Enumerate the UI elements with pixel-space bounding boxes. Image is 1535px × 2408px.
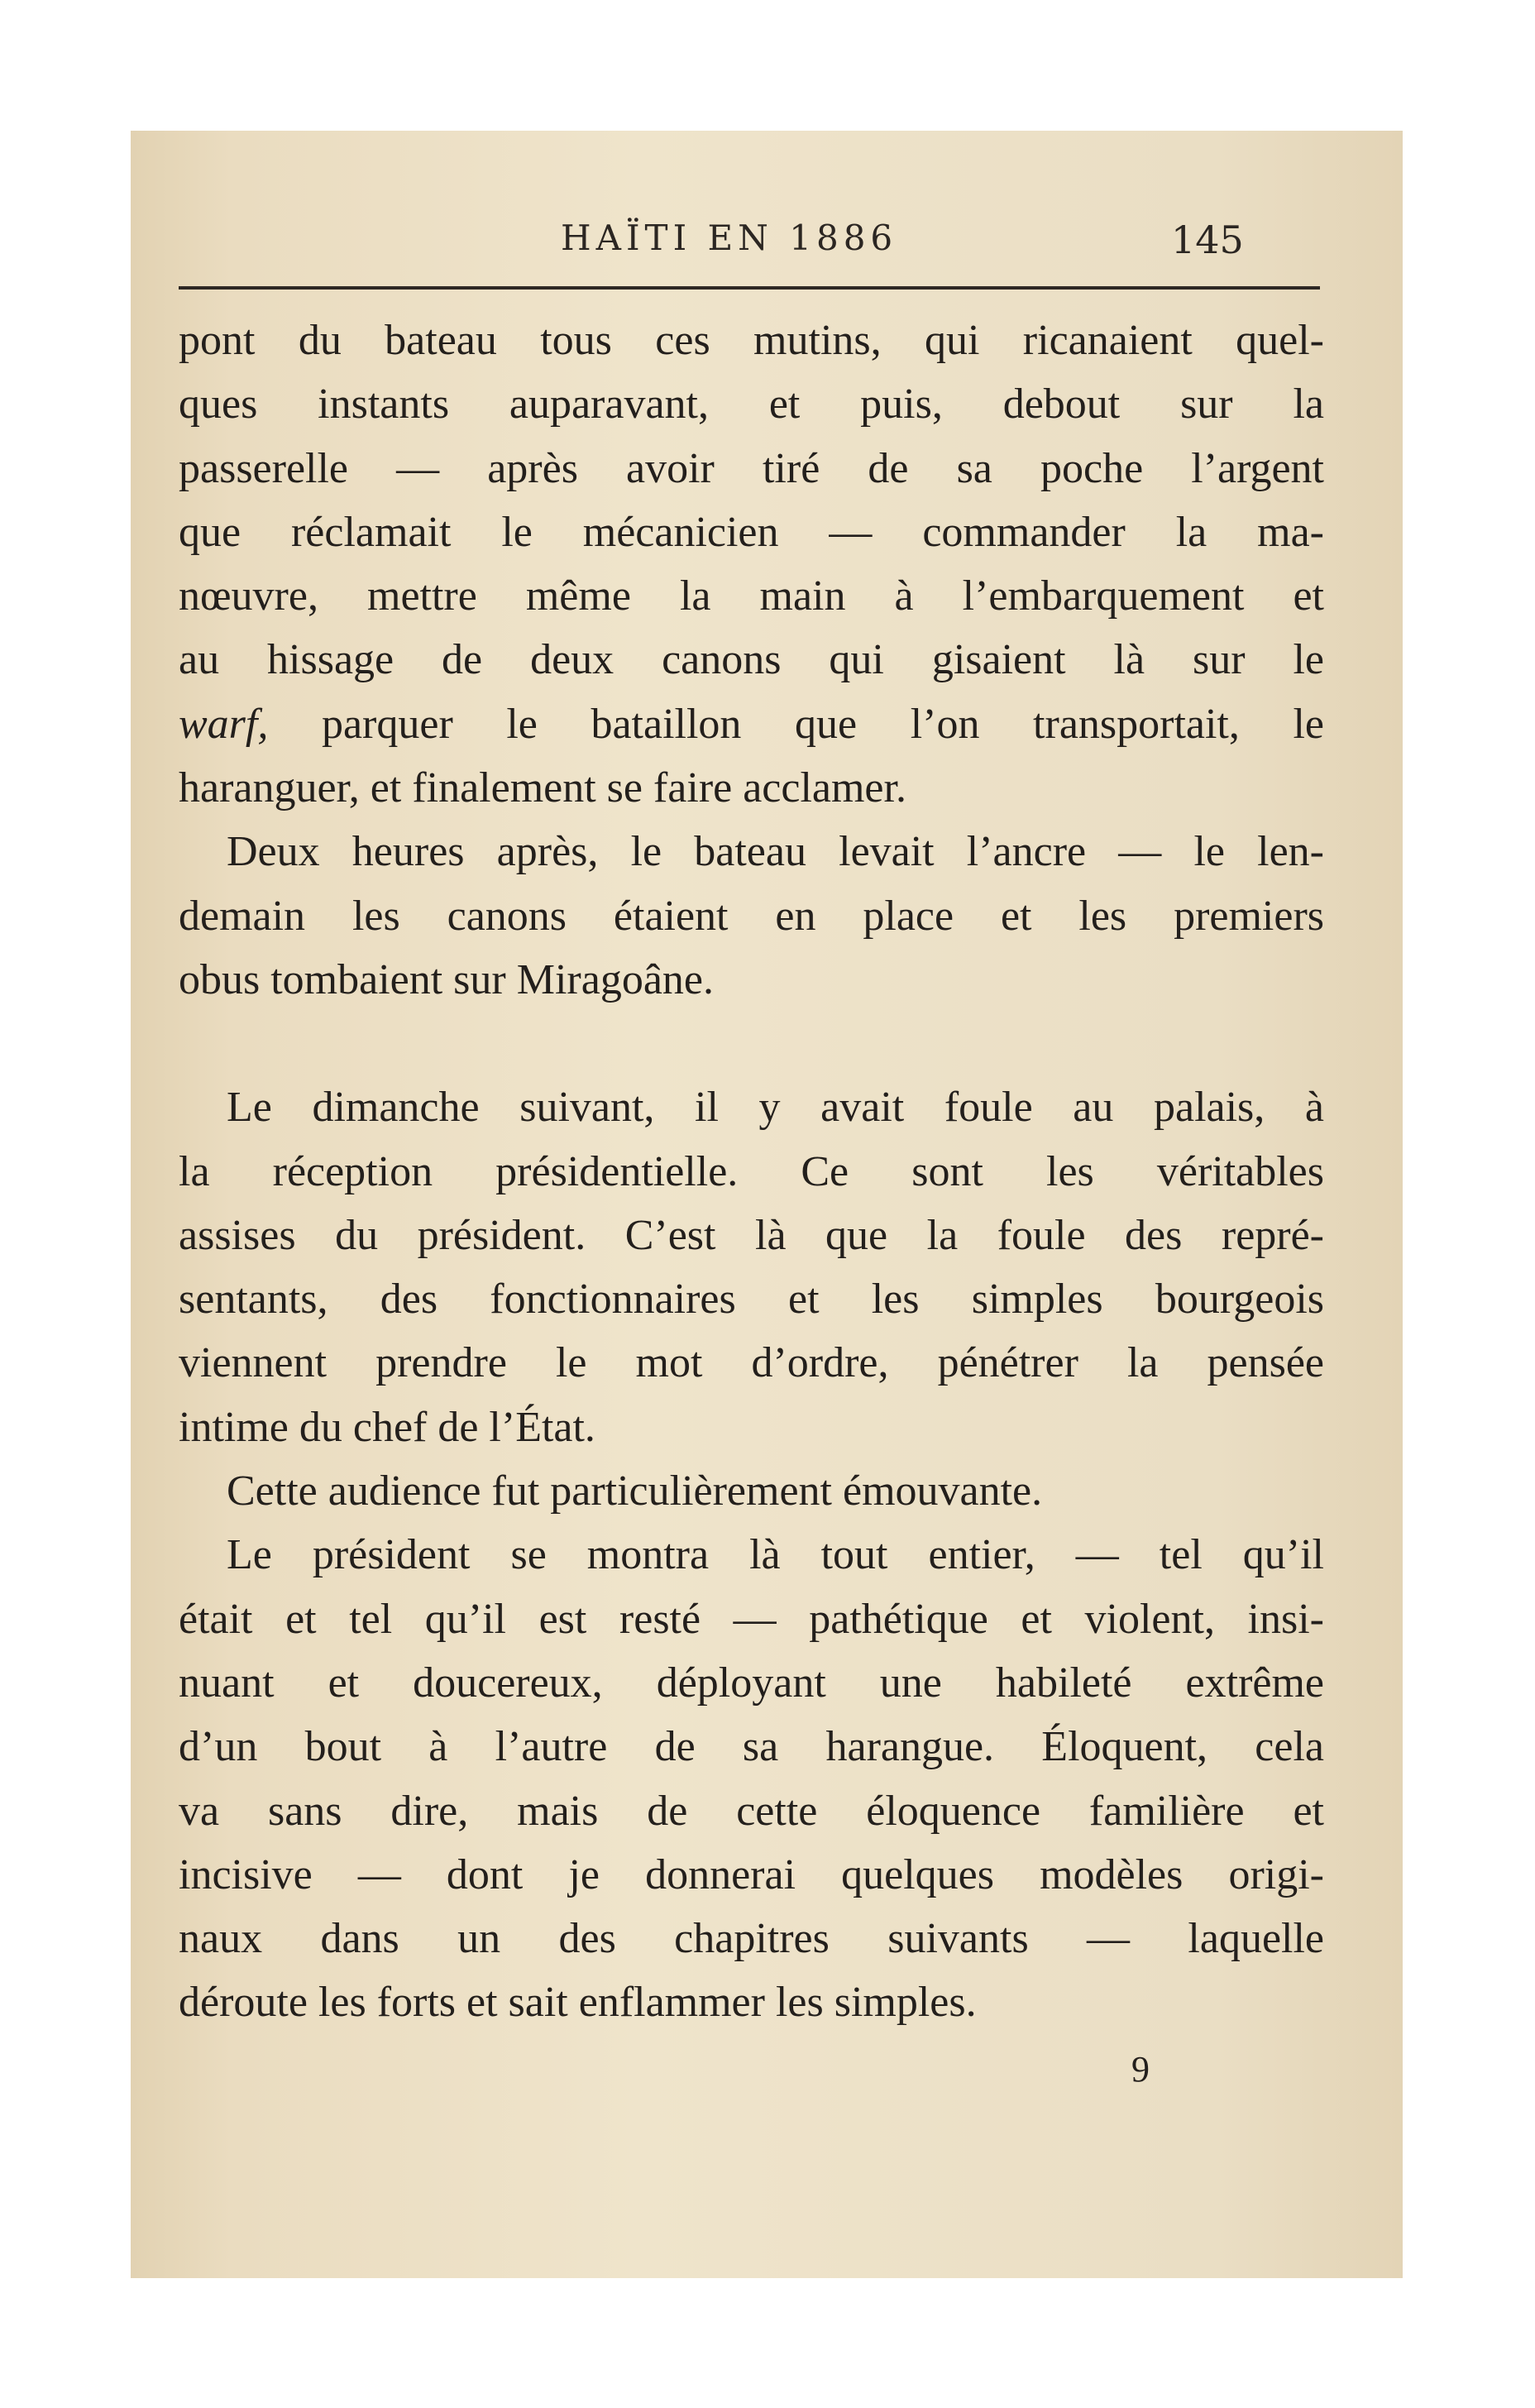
- italic-word: warf,: [179, 700, 269, 748]
- text-line: naux dans un des chapitres suivants — laquelle: [179, 1915, 1324, 1963]
- section-gap: [179, 1012, 1324, 1075]
- text-line: assises du président. C’est là que la foule des repré-: [179, 1211, 1324, 1259]
- paragraph: [179, 1523, 1324, 2034]
- text-line: obus tombaient sur Miragoâne.: [179, 955, 714, 1003]
- paragraph: [179, 820, 1324, 1012]
- text-line: d’un bout à l’autre de sa harangue. Éloquent, cela: [179, 1723, 1324, 1771]
- page-header: [131, 218, 1403, 267]
- text-line: ques instants auparavant, et puis, debout sur la: [179, 381, 1324, 428]
- running-title: HAÏTI EN 1886: [561, 218, 898, 258]
- page-number: 145: [1171, 218, 1244, 262]
- text-line: haranguer, et finalement se faire acclamer.: [179, 764, 906, 812]
- book-page: [131, 131, 1403, 2278]
- text-line: était et tel qu’il est resté — pathétique et violent, insi-: [179, 1595, 1324, 1643]
- text-line: demain les canons étaient en place et les premiers: [179, 892, 1324, 940]
- text-line: warf, parquer le bataillon que l’on transportait, le: [179, 700, 1324, 748]
- text-line: va sans dire, mais de cette éloquence familière et: [179, 1787, 1324, 1835]
- paragraph: [179, 309, 1324, 820]
- signature-mark: 9: [1131, 2049, 1150, 2090]
- text-line: passerelle — après avoir tiré de sa poche l’argent: [179, 444, 1324, 492]
- header-rule: [179, 286, 1320, 290]
- text-line: nœuvre, mettre même la main à l’embarquement et: [179, 572, 1324, 620]
- text-line: déroute les forts et sait enflammer les simples.: [179, 1979, 977, 2027]
- paragraph: [179, 1459, 1324, 1523]
- text-line: sentants, des fonctionnaires et les simples bourgeois: [179, 1276, 1324, 1324]
- text-line: Le président se montra là tout entier, — tel qu’il: [227, 1531, 1324, 1579]
- body-text: [179, 309, 1324, 2035]
- text-line: la réception présidentielle. Ce sont les véritables: [179, 1147, 1324, 1195]
- text-line: viennent prendre le mot d’ordre, pénétrer la pensée: [179, 1339, 1324, 1387]
- paragraph: [179, 1075, 1324, 1459]
- text-line: Deux heures après, le bateau levait l’ancre — le len-: [227, 828, 1324, 876]
- text-line: nuant et doucereux, déployant une habileté extrême: [179, 1659, 1324, 1707]
- text-line: Le dimanche suivant, il y avait foule au palais, à: [227, 1084, 1324, 1132]
- text-line: au hissage de deux canons qui gisaient là sur le: [179, 636, 1324, 684]
- text-line: incisive — dont je donnerai quelques modèles origi-: [179, 1850, 1324, 1898]
- text-line: que réclamait le mécanicien — commander la ma-: [179, 508, 1324, 556]
- text-line: pont du bateau tous ces mutins, qui ricanaient quel-: [179, 317, 1324, 364]
- text-line: Cette audience fut particulièrement émouvante.: [227, 1467, 1043, 1515]
- text-line: intime du chef de l’État.: [179, 1403, 595, 1451]
